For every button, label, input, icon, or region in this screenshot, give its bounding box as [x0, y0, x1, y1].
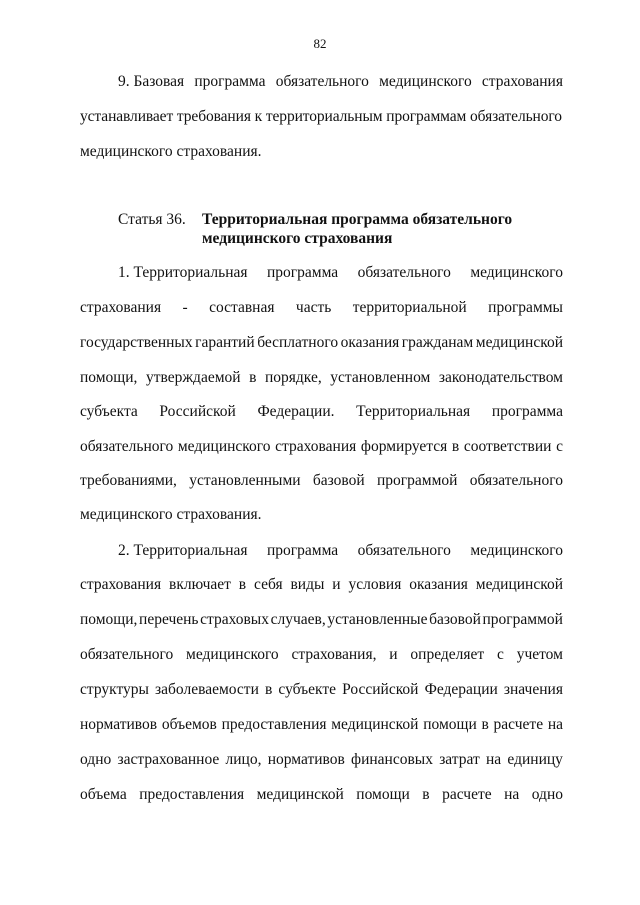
- paragraph-2-line-5: [80, 680, 563, 700]
- paragraph-2-line-8: [80, 785, 563, 805]
- word: страхования,: [291, 646, 377, 663]
- word: программа: [491, 403, 563, 420]
- word: медицинского: [177, 438, 271, 455]
- word: базовой: [429, 611, 481, 628]
- word: медицинского: [470, 542, 563, 559]
- word: установленными: [189, 472, 301, 489]
- word: в: [481, 716, 489, 733]
- word: объемов: [161, 716, 217, 733]
- word: страхования: [275, 438, 357, 455]
- word: гражданам: [401, 334, 474, 351]
- word: Российской: [159, 403, 236, 420]
- word: расчете: [442, 786, 492, 803]
- word: часть: [295, 299, 332, 316]
- word: программа: [267, 264, 339, 281]
- article-label: Статья 36.: [118, 211, 186, 228]
- word: медицинской: [475, 576, 563, 593]
- word: значения: [503, 681, 563, 698]
- article-title-line-2: медицинского страхования: [202, 230, 393, 247]
- word: в: [249, 369, 257, 386]
- word: медицинского: [186, 646, 279, 663]
- word: лицо,: [225, 751, 262, 768]
- word: определяет: [410, 646, 485, 663]
- word: помощи: [423, 716, 477, 733]
- word: в: [422, 786, 430, 803]
- paragraph-1-line-6: [80, 437, 563, 457]
- word: нормативов: [80, 716, 158, 733]
- word: застрахованное: [117, 751, 220, 768]
- word: 2. Территориальная: [118, 542, 248, 559]
- paragraph-2-line-7: [80, 750, 563, 770]
- paragraph-1-line-2: [80, 298, 563, 318]
- word: одно: [531, 786, 563, 803]
- word: на: [504, 786, 520, 803]
- paragraph-1-line-3: [80, 333, 563, 353]
- word: составная: [209, 299, 275, 316]
- word: финансовых: [351, 751, 433, 768]
- word: территориальной: [352, 299, 467, 316]
- word: страховых: [200, 611, 269, 628]
- paragraph-2-line-6: [80, 715, 563, 735]
- word: страхования: [80, 576, 162, 593]
- word: формируется: [360, 438, 448, 455]
- paragraph-9-line-3: медицинского страхования.: [80, 143, 262, 160]
- word: в: [238, 576, 247, 593]
- page-number: 82: [313, 36, 327, 51]
- word: объема: [80, 786, 127, 803]
- word: нормативов: [267, 751, 345, 768]
- word: учетом: [516, 646, 563, 663]
- word: гарантий: [195, 334, 255, 351]
- word: обязательного: [80, 438, 174, 455]
- word: Российской: [342, 681, 419, 698]
- word: программы: [488, 299, 563, 316]
- word: предоставления: [139, 786, 245, 803]
- word: Территориальная: [356, 403, 471, 420]
- word: медицинского: [470, 264, 563, 281]
- word: помощи,: [80, 369, 138, 386]
- word: -: [182, 299, 188, 316]
- word: бесплатного: [257, 334, 339, 351]
- paragraph-2-line-4: [80, 645, 563, 665]
- word: программой: [482, 611, 563, 628]
- word: с: [496, 646, 504, 663]
- paragraph-2-line-1: [118, 541, 563, 561]
- word: обязательного: [80, 646, 174, 663]
- word: в: [264, 681, 273, 698]
- word: установленном: [330, 369, 431, 386]
- article-title-line-1: Территориальная программа обязательного: [202, 211, 513, 228]
- word: с: [556, 438, 563, 455]
- paragraph-1-line-7: [80, 471, 563, 491]
- word: единицу: [507, 751, 563, 768]
- word: одно: [80, 751, 112, 768]
- word: государственных: [80, 334, 193, 351]
- word: обязательного: [357, 542, 451, 559]
- word: медицинской: [331, 716, 419, 733]
- word: предоставления: [221, 716, 327, 733]
- word: 1. Территориальная: [118, 264, 248, 281]
- word: медицинского: [379, 73, 472, 90]
- word: условия: [348, 576, 402, 593]
- word: и: [389, 646, 398, 663]
- word: базовой: [312, 472, 365, 489]
- word: программой: [376, 472, 458, 489]
- word: в: [451, 438, 460, 455]
- paragraph-1-last-line: медицинского страхования.: [80, 506, 262, 523]
- word: субъекта: [80, 403, 138, 420]
- word: перечень: [139, 611, 199, 628]
- word: медицинской: [475, 334, 563, 351]
- word: на: [486, 751, 502, 768]
- word: Федерации: [424, 681, 498, 698]
- word: порядке,: [264, 369, 322, 386]
- word: виды: [290, 576, 325, 593]
- word: обязательного: [469, 472, 563, 489]
- word: обязательного: [275, 73, 369, 90]
- paragraph-9-line-2: устанавливает требования к территориальным программам обязательного: [80, 108, 562, 125]
- paragraph-9-line-1: [118, 72, 563, 92]
- word: помощи,: [80, 611, 138, 628]
- word: оказания: [409, 576, 468, 593]
- word: программа: [194, 73, 266, 90]
- word: обязательного: [357, 264, 451, 281]
- paragraph-1-line-5: [80, 402, 563, 422]
- word: субъекте: [278, 681, 336, 698]
- word: случаев,: [270, 611, 326, 628]
- word: включает: [169, 576, 231, 593]
- paragraph-2-line-3: [80, 610, 563, 630]
- word: помощи: [356, 786, 410, 803]
- paragraph-1-line-1: [118, 263, 563, 283]
- word: требованиями,: [80, 472, 177, 489]
- word: оказания: [340, 334, 400, 351]
- word: соответствии: [463, 438, 552, 455]
- paragraph-1-line-4: [80, 368, 563, 388]
- word: на: [547, 716, 563, 733]
- word: 9. Базовая: [118, 73, 185, 90]
- word: структуры: [80, 681, 149, 698]
- word: установленные: [327, 611, 428, 628]
- word: затрат: [439, 751, 480, 768]
- word: медицинской: [256, 786, 344, 803]
- word: и: [332, 576, 341, 593]
- word: утверждаемой: [145, 369, 241, 386]
- word: программа: [267, 542, 339, 559]
- paragraph-2-line-2: [80, 575, 563, 595]
- word: законодательством: [438, 369, 563, 386]
- word: себя: [254, 576, 283, 593]
- word: расчете: [493, 716, 544, 733]
- word: заболеваемости: [155, 681, 259, 698]
- word: страхования: [80, 299, 162, 316]
- word: Федерации.: [257, 403, 335, 420]
- word: страхования: [481, 73, 563, 90]
